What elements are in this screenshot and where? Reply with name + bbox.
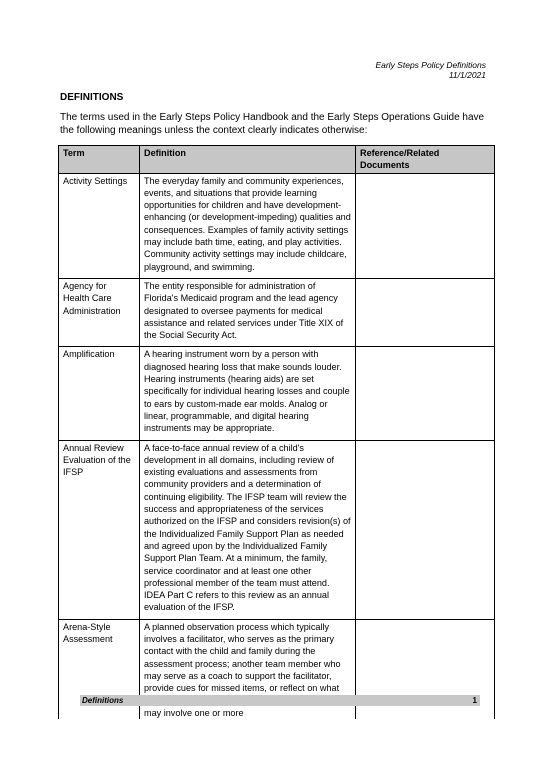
table-header-row (59, 146, 495, 174)
definition-cell: A hearing instrument worn by a person with diagnosed hearing loss that make sounds louder. Hearing instruments (hearing aids) are set specifically for individual hearing losses and couple to ears by custom-made ear molds. Analog or linear, programmable, and digital hearing instruments may be appropriate. (140, 347, 356, 440)
reference-cell (356, 347, 495, 440)
header-doc-title: Early Steps Policy Definitions (375, 60, 486, 70)
term-cell: Agency for Health Care Administration (59, 278, 140, 346)
definition-cell: The everyday family and community experiences, events, and situations that provide learning opportunities for children and have development-enhancing (or development-impeding) qualities and consequences. Examples of family activity settings may include bath time, eating, and play activities. Community activity settings may include childcare, playground, and swimming. (140, 173, 356, 278)
header-date: 11/1/2021 (448, 70, 486, 80)
reference-cell (356, 278, 495, 346)
term-cell: Arena-Style Assessment (59, 619, 140, 719)
page-number: 1 (472, 696, 477, 705)
footer-label: Definitions (82, 696, 124, 705)
table-row (59, 440, 495, 619)
definition-cell: The entity responsible for administration of Florida's Medicaid program and the lead agency designated to oversee payments for medical assistance and related services under Title XIX of the Social Security Act. (140, 278, 356, 346)
term-cell: Amplification (59, 347, 140, 440)
column-header-reference: Reference/Related Documents (356, 146, 495, 174)
intro-paragraph: The terms used in the Early Steps Policy Handbook and the Early Steps Operations Guide have the following meanings unless the context clearly indicates otherwise: (60, 112, 485, 136)
term-cell: Activity Settings (59, 173, 140, 278)
column-header-term: Term (59, 146, 140, 174)
page-footer (80, 695, 480, 706)
reference-cell (356, 440, 495, 619)
section-title: DEFINITIONS (60, 92, 124, 103)
definition-cell: A face-to-face annual review of a child's development in all domains, including review of existing evaluations and assessments from community providers and a determination of continuing eligibility. The IFSP team will review the success and appropriateness of the services authorized on the IFSP and considers revision(s) of the Individualized Family Support Plan as needed and agreed upon by the Individualized Family Support Plan Team. At a minimum, the family, service coordinator and at least one other professional member of the team must attend. IDEA Part C refers to this review as an annual evaluation of the IFSP. (140, 440, 356, 619)
table-row (59, 173, 495, 278)
page-header (375, 60, 486, 80)
term-cell: Annual Review Evaluation of the IFSP (59, 440, 140, 619)
column-header-definition: Definition (140, 146, 356, 174)
definition-cell: A planned observation process which typically involves a facilitator, who serves as the primary contact with the child and family during the assessment process; another team member who may serve as a coach to support the facilitator, provide cues for missed items, or reflect on what may involve one or more (140, 619, 356, 719)
definitions-table (58, 145, 495, 719)
table-row (59, 347, 495, 440)
reference-cell (356, 173, 495, 278)
table-row (59, 278, 495, 346)
